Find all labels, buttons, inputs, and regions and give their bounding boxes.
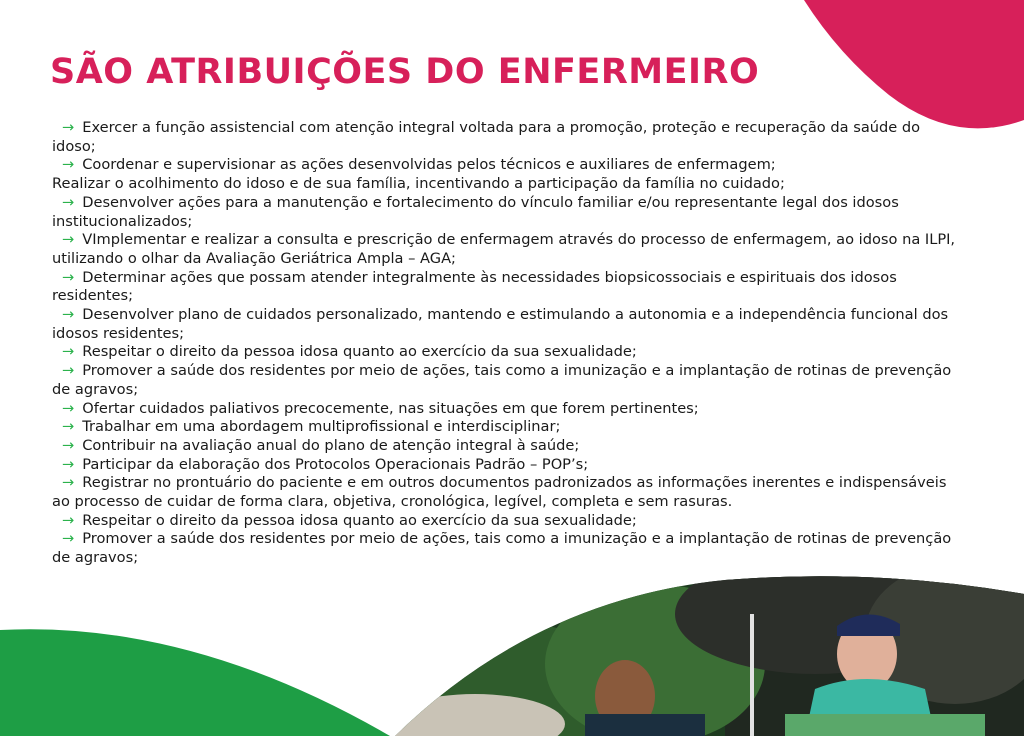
list-item <box>52 400 967 419</box>
arrow-icon: → <box>62 119 75 136</box>
list-item <box>52 512 967 531</box>
list-item-text: Trabalhar em uma abordagem multiprofissional e interdisciplinar; <box>82 418 561 436</box>
list-item-text: Determinar ações que possam atender integralmente às necessidades biopsicossociais e espirituais dos idosos residentes; <box>52 268 897 305</box>
list-item <box>52 437 967 456</box>
arrow-icon: → <box>62 511 75 529</box>
arrow-icon: → <box>62 530 75 548</box>
arrow-icon: → <box>62 306 75 324</box>
attribution-list <box>52 119 967 568</box>
list-item <box>52 231 967 268</box>
list-item-text: Respeitar o direito da pessoa idosa quanto ao exercício da sua sexualidade; <box>82 343 637 361</box>
list-item-text: Respeitar o direito da pessoa idosa quanto ao exercício da sua sexualidade; <box>82 511 637 529</box>
list-item-text: VImplementar e realizar a consulta e prescrição de enfermagem através do processo de enfermagem, ao idoso na ILPI, utilizando o olhar da Avaliação Geriátrica Ampla – AGA; <box>52 231 956 267</box>
list-item-text: Ofertar cuidados paliativos precocemente, nas situações em que forem pertinentes; <box>82 399 699 417</box>
list-item <box>52 306 967 343</box>
list-item <box>52 362 967 399</box>
arrow-icon: → <box>62 436 75 454</box>
list-item-text: Registrar no prontuário do paciente e em outros documentos padronizados as informações inerentes e indispensáveis ao processo de cuidar de forma clara, objetiva, cronológica, legível, completa e sem rasuras. <box>52 474 947 511</box>
arrow-icon: → <box>62 418 75 436</box>
outdoor-photo <box>395 574 1024 736</box>
list-item <box>52 418 967 437</box>
page-title: SÃO ATRIBUIÇÕES DO ENFERMEIRO <box>50 52 760 92</box>
list-item-text: Desenvolver plano de cuidados personalizado, mantendo e estimulando a autonomia e a independência funcional dos idosos residentes; <box>52 306 949 342</box>
list-item-text: Exercer a função assistencial com atenção integral voltada para a promoção, proteção e recuperação da saúde do idoso; <box>52 119 921 155</box>
arrow-icon: → <box>62 156 75 174</box>
arrow-icon: → <box>62 455 75 473</box>
list-item-text: Realizar o acolhimento do idoso e de sua família, incentivando a participação da família no cuidado; <box>52 175 785 193</box>
arrow-icon: → <box>62 231 75 249</box>
list-item <box>52 119 967 156</box>
list-item <box>52 530 967 567</box>
list-item-text: Participar da elaboração dos Protocolos Operacionais Padrão – POP’s; <box>82 455 589 473</box>
list-item <box>52 343 967 362</box>
list-item <box>52 269 967 306</box>
list-item <box>52 194 967 231</box>
arrow-icon: → <box>62 268 75 286</box>
arrow-icon: → <box>62 343 75 361</box>
list-item <box>52 156 967 175</box>
list-item <box>52 175 967 194</box>
arrow-icon: → <box>62 193 75 211</box>
list-item <box>52 474 967 511</box>
list-item-text: Desenvolver ações para a manutenção e fortalecimento do vínculo familiar e/ou representante legal dos idosos institucionalizados; <box>52 193 899 230</box>
arrow-icon: → <box>62 474 75 492</box>
list-item <box>52 456 967 475</box>
list-item-text: Promover a saúde dos residentes por meio de ações, tais como a imunização e a implantação de rotinas de prevenção de agravos; <box>52 362 952 398</box>
green-corner-shape <box>0 620 400 736</box>
arrow-icon: → <box>62 399 75 417</box>
list-item-text: Promover a saúde dos residentes por meio de ações, tais como a imunização e a implantação de rotinas de prevenção de agravos; <box>52 530 952 567</box>
arrow-icon: → <box>62 362 75 380</box>
list-item-text: Coordenar e supervisionar as ações desenvolvidas pelos técnicos e auxiliares de enfermagem; <box>82 156 776 174</box>
list-item-text: Contribuir na avaliação anual do plano de atenção integral à saúde; <box>82 436 580 454</box>
